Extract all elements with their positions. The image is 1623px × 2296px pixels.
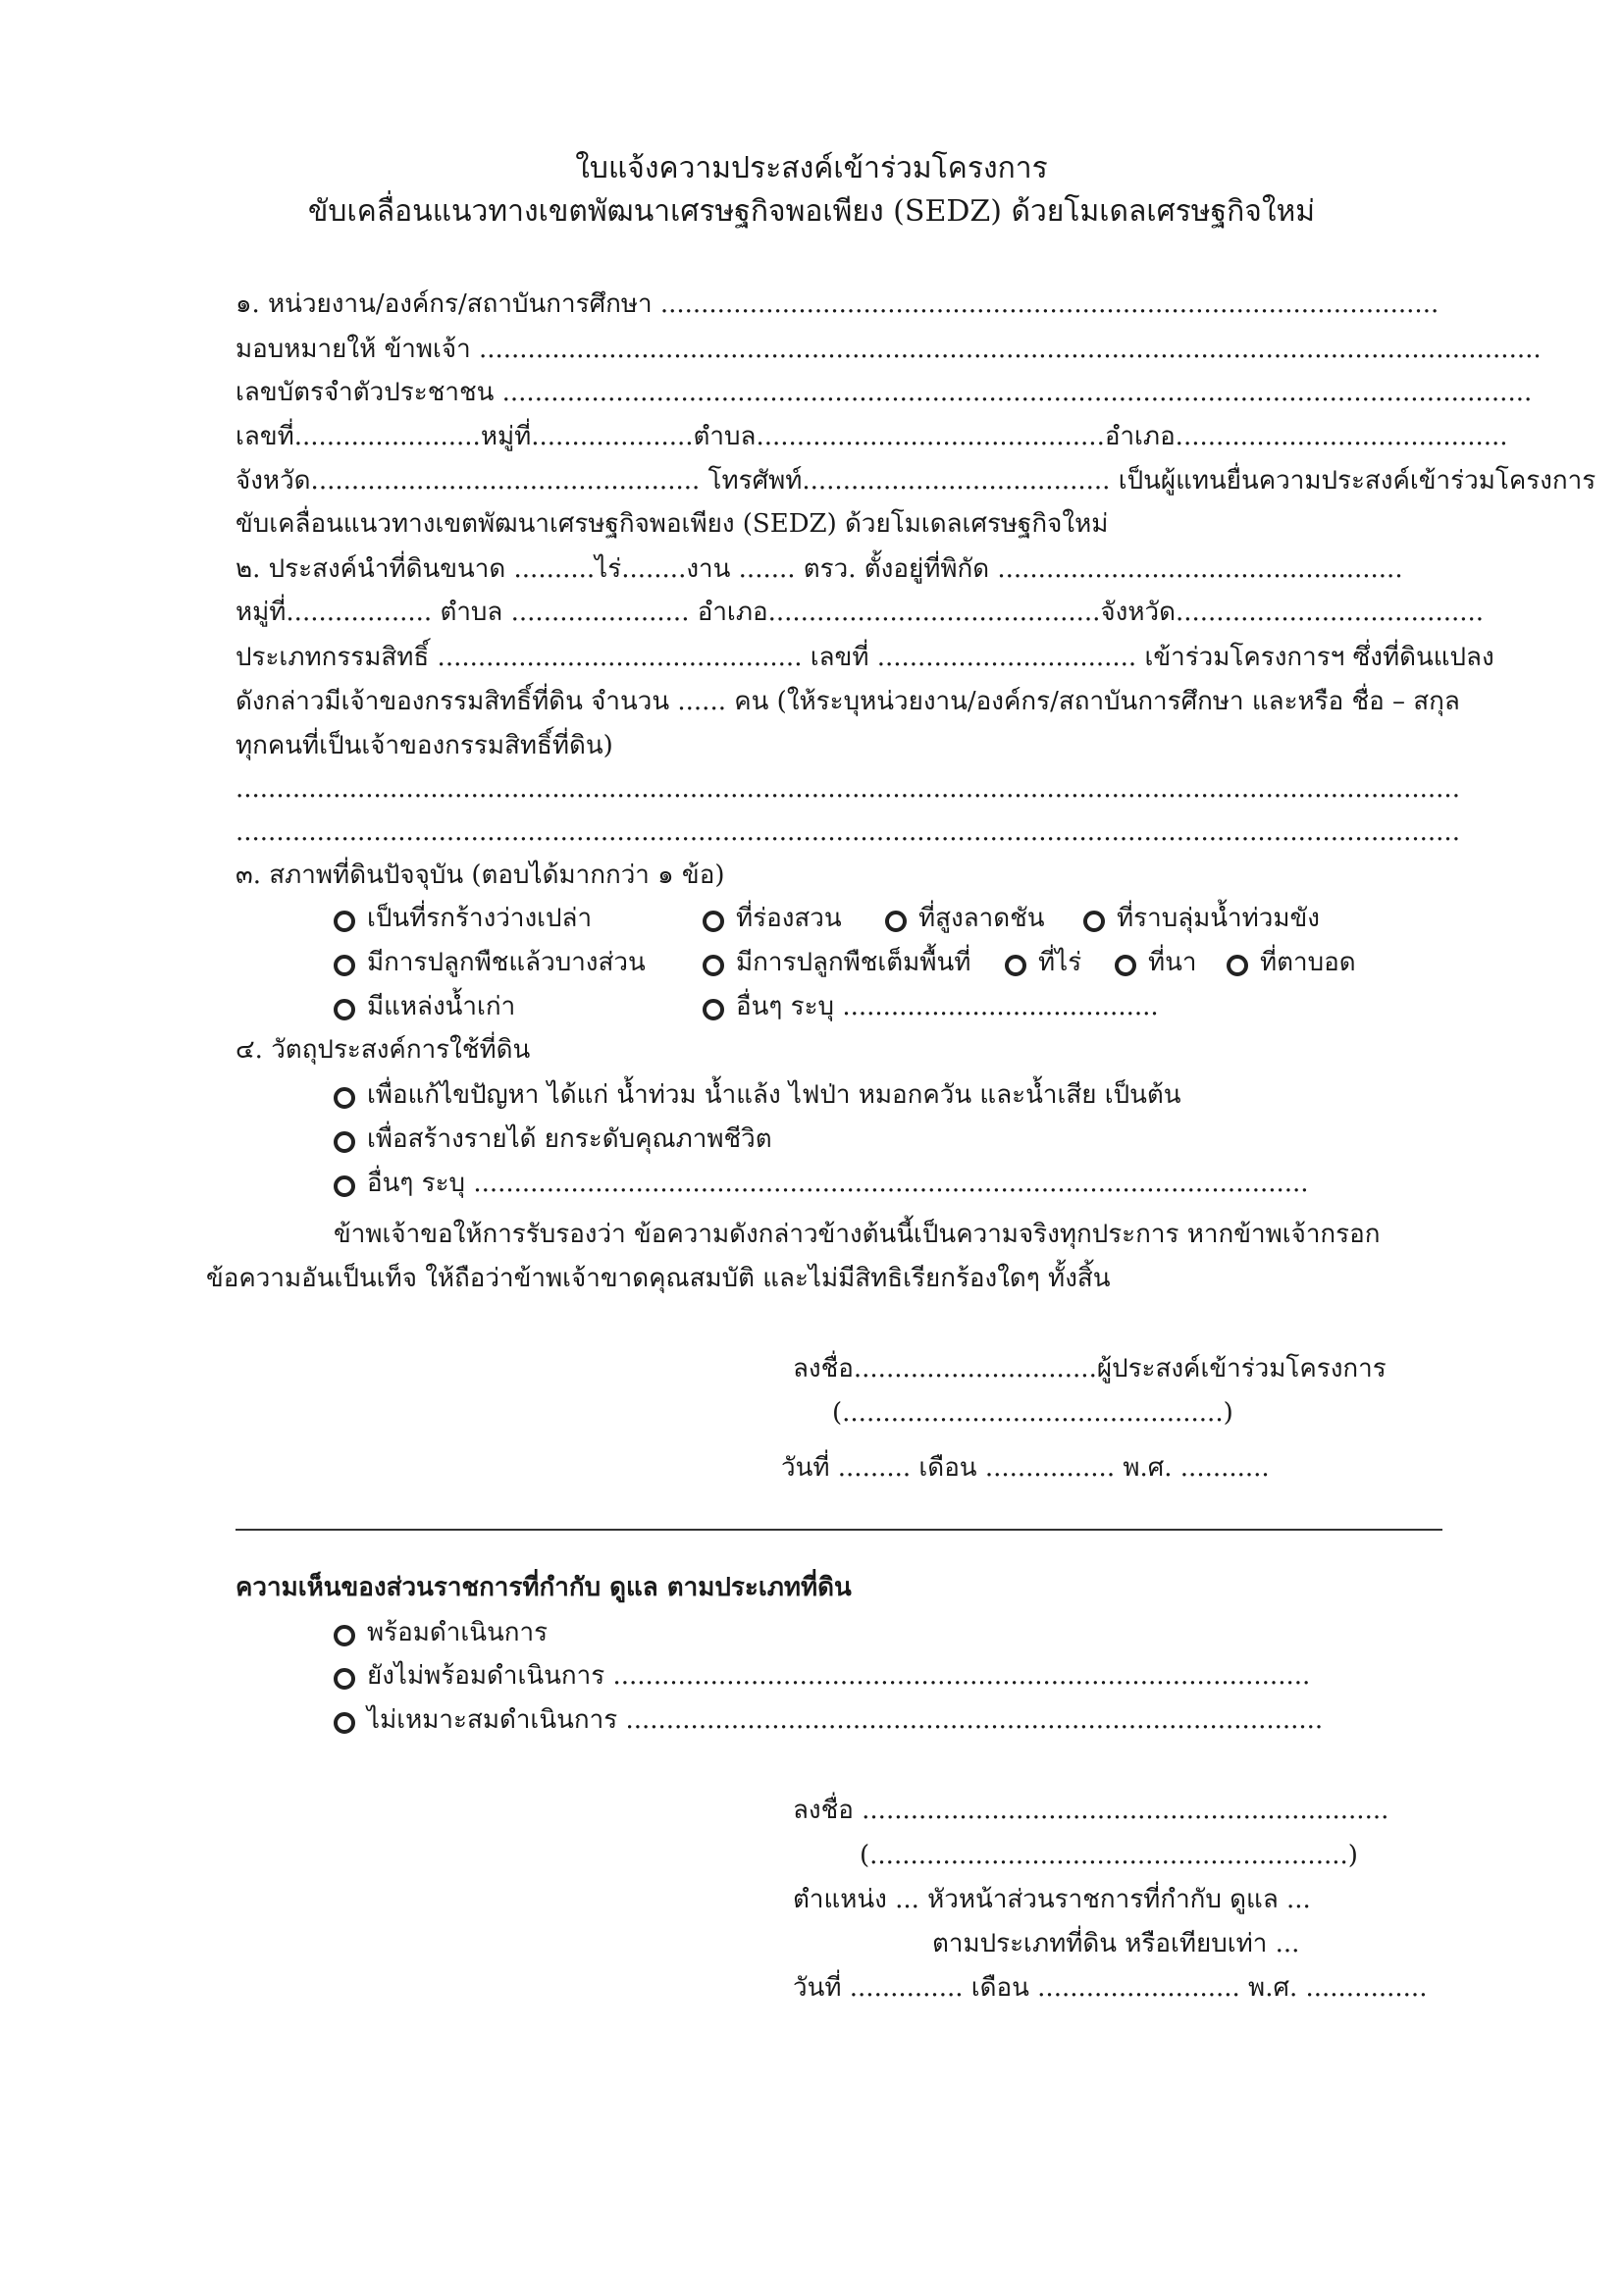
applicant-date-field[interactable]: วันที่ ......... เดือน ................ พ.ศ. ...........	[781, 1453, 1270, 1483]
address-field[interactable]: เลขที่.......................หมู่ที่....................ตำบล...........................................อำเภอ.........................................	[236, 422, 1508, 451]
ownership-type-field[interactable]: ประเภทกรรมสิทธิ์ ............................................. เลขที่ ................................ เข้าร่วมโครงการฯ ซึ่งที่ดินแปลง	[236, 643, 1494, 672]
land-purpose-heading: ๔. วัตถุประสงค์การใช้ที่ดิน	[236, 1035, 531, 1065]
assignee-field[interactable]: มอบหมายให้ ข้าพเจ้า ...................................................................................................................................	[236, 335, 1542, 364]
owner-list-line[interactable]: .......................................................................................................................................................	[236, 817, 1460, 847]
opinion-option[interactable]: ยังไม่พร้อมดำเนินการ ......................................................................................	[334, 1658, 1310, 1694]
official-name-field[interactable]: (...........................................................)	[860, 1841, 1358, 1870]
land-condition-option[interactable]: ที่นา	[1115, 945, 1197, 980]
land-condition-option[interactable]: ที่ตาบอด	[1227, 945, 1356, 980]
land-purpose-option[interactable]: เพื่อสร้างรายได้ ยกระดับคุณภาพชีวิต	[334, 1122, 772, 1157]
radio-circle-icon[interactable]	[703, 955, 724, 976]
radio-circle-icon[interactable]	[334, 911, 355, 932]
radio-circle-icon[interactable]	[334, 1131, 355, 1153]
official-date-field[interactable]: วันที่ .............. เดือน ......................... พ.ศ. ...............	[793, 1973, 1428, 2003]
opinion-heading: ความเห็นของส่วนราชการที่กำกับ ดูแล ตามประเภทที่ดิน	[236, 1573, 852, 1602]
radio-circle-icon[interactable]	[334, 999, 355, 1020]
land-purpose-option[interactable]: อื่นๆ ระบุ .......................................................................................................	[334, 1166, 1309, 1201]
radio-circle-icon[interactable]	[1005, 955, 1026, 976]
land-purpose-option[interactable]: เพื่อแก้ไขปัญหา ได้แก่ น้ำท่วม น้ำแล้ง ไฟป่า หมอกควัน และน้ำเสีย เป็นต้น	[334, 1077, 1181, 1113]
certification-text-line2: ข้อความอันเป็นเท็จ ให้ถือว่าข้าพเจ้าขาดคุณสมบัติ และไม่มีสิทธิเรียกร้องใดๆ ทั้งสิ้น	[206, 1264, 1111, 1293]
radio-circle-icon[interactable]	[334, 1668, 355, 1690]
land-condition-heading: ๓. สภาพที่ดินปัจจุบัน (ตอบได้มากกว่า ๑ ข้อ)	[236, 861, 725, 890]
official-position-text: ตำแหน่ง ... หัวหน้าส่วนราชการที่กำกับ ดูแล ...	[793, 1885, 1311, 1914]
official-signature-field[interactable]: ลงชื่อ .................................................................	[793, 1796, 1389, 1825]
radio-circle-icon[interactable]	[334, 1087, 355, 1109]
official-position-text-2: ตามประเภทที่ดิน หรือเทียบเท่า ...	[932, 1929, 1300, 1958]
province-phone-field[interactable]: จังหวัด................................................ โทรศัพท์...................................... เป็นผู้แทนยื่นความประสงค์เข้าร่วมโครงการ	[236, 466, 1597, 496]
land-condition-option[interactable]: มีการปลูกพืชเต็มพื้นที่	[703, 945, 970, 980]
opinion-option[interactable]: ไม่เหมาะสมดำเนินการ ......................................................................................	[334, 1702, 1323, 1738]
radio-circle-icon[interactable]	[1083, 911, 1105, 932]
land-size-field[interactable]: ๒. ประสงค์นำที่ดินขนาด ..........ไร่........งาน ....... ตรว. ตั้งอยู่ที่พิกัด ..................................................	[236, 554, 1403, 584]
radio-circle-icon[interactable]	[334, 955, 355, 976]
form-title-line1: ใบแจ้งความประสงค์เข้าร่วมโครงการ	[575, 151, 1048, 185]
applicant-name-field[interactable]: (...............................................)	[832, 1398, 1233, 1428]
radio-circle-icon[interactable]	[1227, 955, 1248, 976]
land-condition-option[interactable]: มีการปลูกพืชแล้วบางส่วน	[334, 945, 646, 980]
land-condition-option[interactable]: อื่นๆ ระบุ .......................................	[703, 989, 1159, 1024]
agency-field[interactable]: ๑. หน่วยงาน/องค์กร/สถาบันการศึกษา ................................................................................................	[236, 289, 1440, 319]
opinion-option[interactable]: พร้อมดำเนินการ	[334, 1615, 548, 1650]
owner-note-text: ทุกคนที่เป็นเจ้าของกรรมสิทธิ์ที่ดิน)	[236, 731, 613, 760]
project-name-text: ขับเคลื่อนแนวทางเขตพัฒนาเศรษฐกิจพอเพียง (SEDZ) ด้วยโมเดลเศรษฐกิจใหม่	[236, 509, 1109, 539]
land-condition-option[interactable]: ที่สูงลาดชัน	[885, 901, 1045, 936]
radio-circle-icon[interactable]	[1115, 955, 1136, 976]
land-location-field[interactable]: หมู่ที่.................. ตำบล ...................... อำเภอ.........................................จังหวัด......................................	[236, 598, 1485, 627]
certification-text-line1: ข้าพเจ้าขอให้การรับรองว่า ข้อความดังกล่าวข้างต้นนี้เป็นความจริงทุกประการ หากข้าพเจ้ากรอก	[334, 1220, 1381, 1249]
radio-circle-icon[interactable]	[703, 999, 724, 1020]
owner-count-field[interactable]: ดังกล่าวมีเจ้าของกรรมสิทธิ์ที่ดิน จำนวน ...... คน (ให้ระบุหน่วยงาน/องค์กร/สถาบันการศึกษา และหรือ ชื่อ – สกุล	[236, 687, 1460, 716]
radio-circle-icon[interactable]	[334, 1625, 355, 1646]
land-condition-option[interactable]: มีแหล่งน้ำเก่า	[334, 989, 515, 1024]
id-card-field[interactable]: เลขบัตรจำตัวประชาชน ...............................................................................................................................	[236, 378, 1533, 407]
radio-circle-icon[interactable]	[334, 1175, 355, 1197]
land-condition-option[interactable]: ที่ร่องสวน	[703, 901, 842, 936]
form-title-line2: ขับเคลื่อนแนวทางเขตพัฒนาเศรษฐกิจพอเพียง (SEDZ) ด้วยโมเดลเศรษฐกิจใหม่	[307, 194, 1316, 229]
land-condition-option[interactable]: ที่ไร่	[1005, 945, 1081, 980]
radio-circle-icon[interactable]	[885, 911, 907, 932]
land-condition-option[interactable]: เป็นที่รกร้างว่างเปล่า	[334, 901, 592, 936]
radio-circle-icon[interactable]	[334, 1712, 355, 1734]
land-condition-option[interactable]: ที่ราบลุ่มน้ำท่วมขัง	[1083, 901, 1320, 936]
applicant-signature-field[interactable]: ลงชื่อ..............................ผู้ประสงค์เข้าร่วมโครงการ	[793, 1354, 1387, 1383]
radio-circle-icon[interactable]	[703, 911, 724, 932]
owner-list-line[interactable]: .......................................................................................................................................................	[236, 774, 1460, 804]
section-divider	[236, 1529, 1442, 1531]
